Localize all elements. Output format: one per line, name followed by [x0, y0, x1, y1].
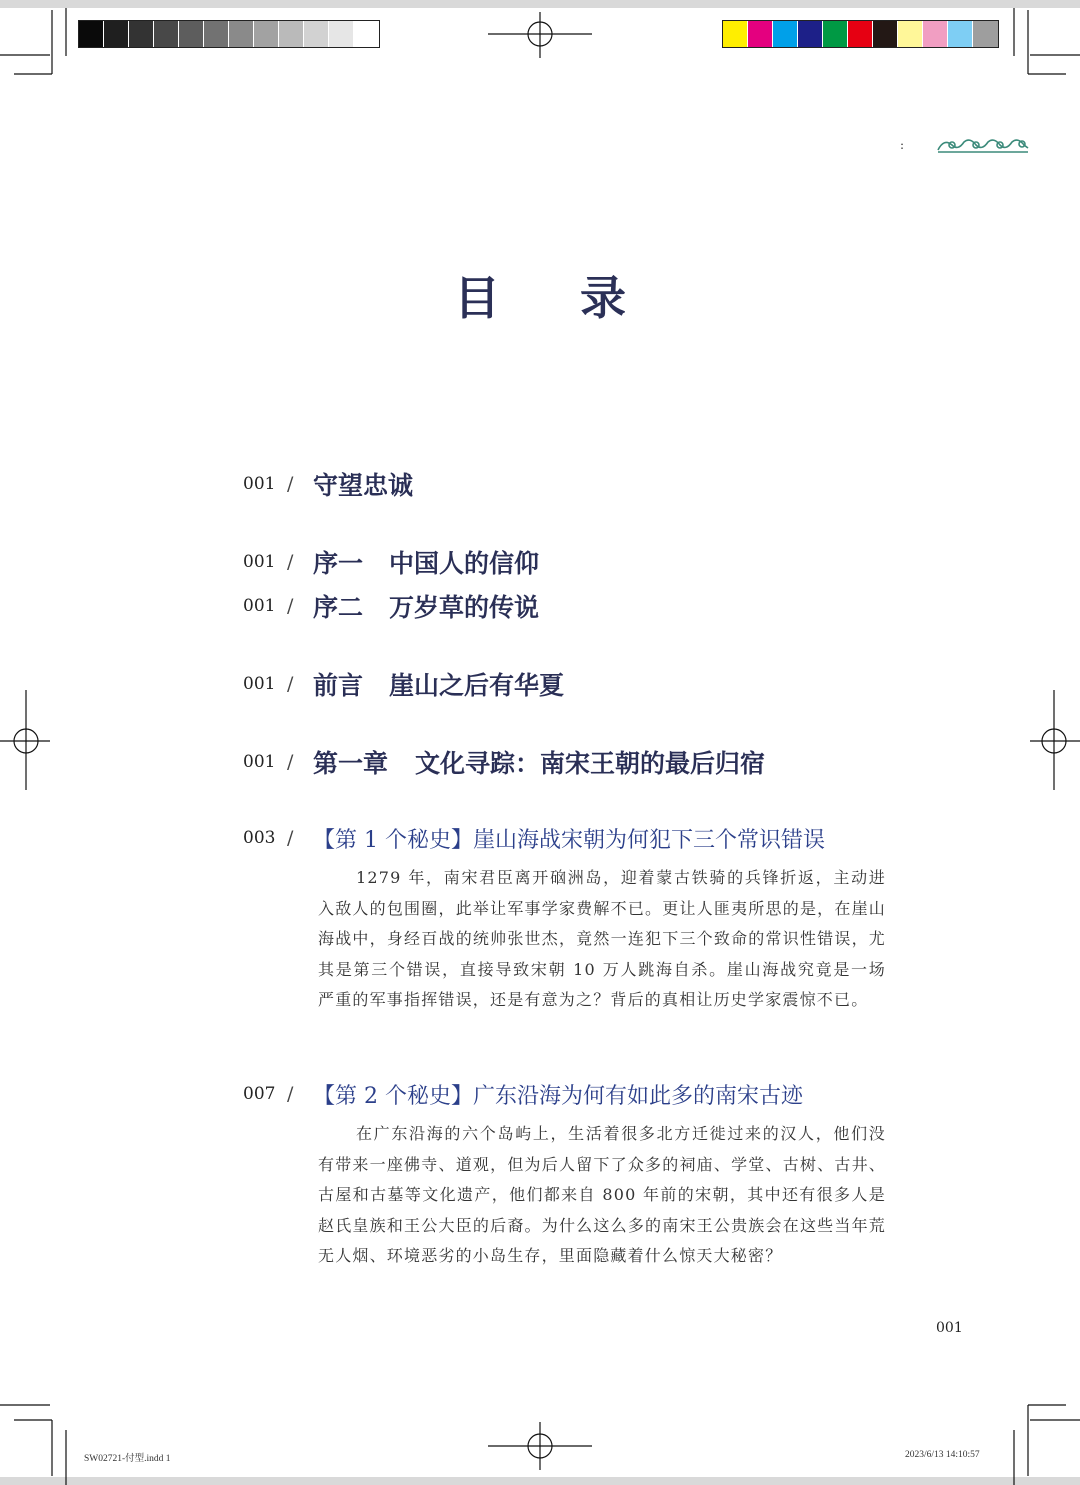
toc-title: 前言 崖山之后有华夏 [313, 671, 565, 700]
color-swatch [204, 21, 229, 47]
toc-entry[interactable] [243, 745, 765, 779]
toc-title: 【第 1 个秘史】崖山海战宋朝为何犯下三个常识错误 [313, 827, 825, 853]
header-colon: : [900, 138, 905, 152]
toc-entry[interactable] [243, 667, 564, 701]
color-swatch [748, 21, 773, 47]
toc-separator: / [287, 751, 294, 773]
grayscale-color-bar [78, 20, 380, 48]
color-swatch [354, 21, 379, 47]
page-number: 001 [936, 1320, 963, 1336]
toc-entry[interactable] [243, 589, 539, 623]
process-color-bar [722, 20, 999, 48]
color-swatch [104, 21, 129, 47]
toc-separator: / [287, 1083, 294, 1105]
color-swatch [254, 21, 279, 47]
toc-separator: / [287, 827, 294, 849]
color-swatch [229, 21, 254, 47]
color-swatch [773, 21, 798, 47]
color-swatch [179, 21, 204, 47]
color-swatch [723, 21, 748, 47]
color-swatch [304, 21, 329, 47]
color-swatch [798, 21, 823, 47]
toc-entry[interactable] [243, 467, 413, 501]
color-swatch [129, 21, 154, 47]
toc-separator: / [287, 673, 294, 695]
toc-page-number: 003 [243, 828, 276, 848]
toc-page-number: 001 [243, 552, 276, 572]
slug-timestamp: 2023/6/13 14:10:57 [905, 1450, 980, 1460]
color-swatch [329, 21, 354, 47]
toc-entry[interactable] [243, 545, 539, 579]
section-summary: 在广东沿海的六个岛屿上，生活着很多北方迁徙过来的汉人，他们没有带来一座佛寺、道观，但为后人留下了众多的祠庙、学堂、古树、古井、古屋和古墓等文化遗产，他们都来自 800 年前的宋朝，其中还有很多人是赵氏皇族和王公大臣的后裔。为什么这么多的南宋王公贵族会在这些当年荒无人烟、环境恶劣的小岛生存，里面隐藏着什么惊天大秘密？ [318, 1124, 886, 1266]
toc-page-number: 001 [243, 474, 276, 494]
color-swatch [948, 21, 973, 47]
toc-separator: / [287, 551, 294, 573]
toc-entry[interactable] [243, 821, 825, 855]
toc-title: 守望忠诚 [313, 471, 414, 500]
decorative-border-ornament [936, 136, 1030, 154]
slug-filename: SW02721-付型.indd 1 [84, 1454, 171, 1464]
toc-separator: / [287, 595, 294, 617]
toc-page-number: 001 [243, 674, 276, 694]
toc-title: 序二 万岁草的传说 [313, 593, 540, 622]
toc-separator: / [287, 473, 294, 495]
toc-page-number: 001 [243, 752, 276, 772]
color-swatch [79, 21, 104, 47]
page-title: 目 录 [453, 271, 658, 325]
color-swatch [823, 21, 848, 47]
color-swatch [923, 21, 948, 47]
toc-page-number: 007 [243, 1084, 276, 1104]
toc-page-number: 001 [243, 596, 276, 616]
color-swatch [973, 21, 998, 47]
toc-entry[interactable] [243, 1077, 803, 1111]
color-swatch [154, 21, 179, 47]
toc-title: 【第 2 个秘史】广东沿海为何有如此多的南宋古迹 [313, 1083, 803, 1109]
section-summary: 1279 年，南宋君臣离开硇洲岛，迎着蒙古铁骑的兵锋折返，主动进入敌人的包围圈，此举让军事学家费解不已。更让人匪夷所思的是，在崖山海战中，身经百战的统帅张世杰，竟然一连犯下三个致命的常识性错误，尤其是第三个错误，直接导致宋朝 10 万人跳海自杀。崖山海战究竟是一场严重的军事指挥错误，还是有意为之？背后的真相让历史学家震惊不已。 [318, 868, 886, 1010]
toc-title: 序一 中国人的信仰 [313, 549, 540, 578]
color-swatch [873, 21, 898, 47]
toc-title: 第一章 文化寻踪：南宋王朝的最后归宿 [313, 749, 766, 778]
color-swatch [898, 21, 923, 47]
color-swatch [279, 21, 304, 47]
color-swatch [848, 21, 873, 47]
